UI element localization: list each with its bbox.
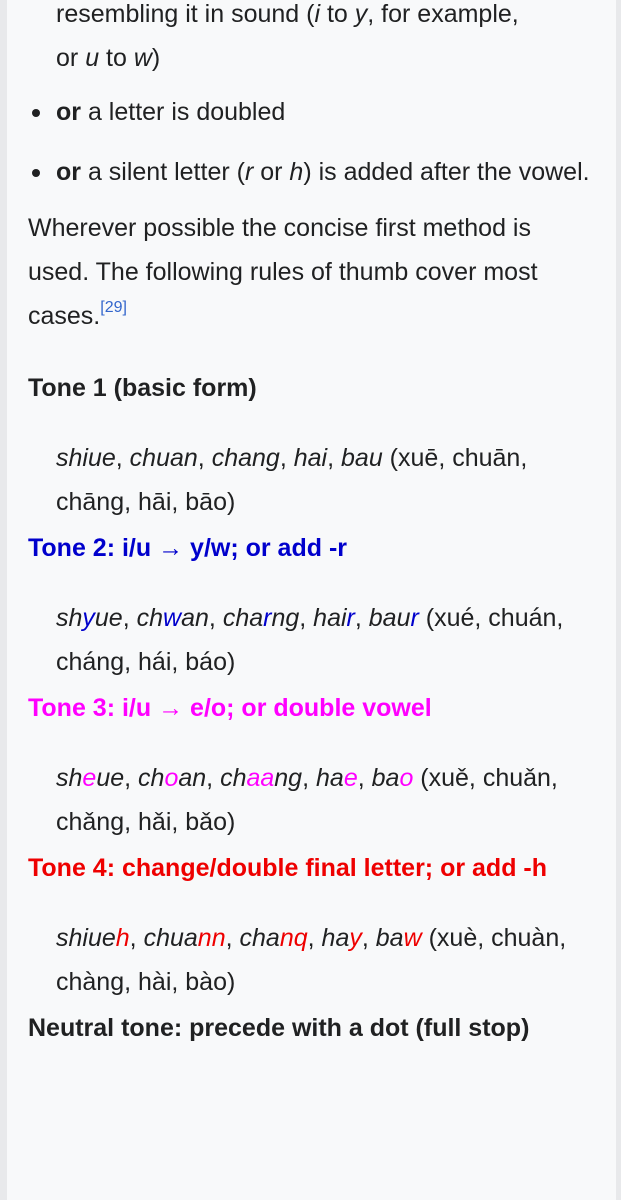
list-item <box>28 90 598 134</box>
paragraph <box>28 206 598 338</box>
example-word <box>313 604 355 632</box>
example-word <box>56 764 124 792</box>
tone-marker-letters: h <box>115 924 130 952</box>
bullet-text: ) is added after the vowel. <box>303 158 590 186</box>
continuation-text: or <box>56 44 86 72</box>
example-word <box>316 764 358 792</box>
word-part: ch <box>136 604 164 632</box>
example-word <box>130 444 198 472</box>
continuation-text: to <box>99 44 134 72</box>
tone-marker-letters: y <box>82 604 95 632</box>
word-part: sh <box>56 604 83 632</box>
word-part: shiue <box>56 924 116 952</box>
example-word <box>56 444 116 472</box>
tone-marker-letters: r <box>346 604 355 632</box>
example-word <box>341 444 383 472</box>
bullet-text: a letter is doubled <box>81 98 286 126</box>
example-word <box>56 604 123 632</box>
example-word <box>220 764 302 792</box>
word-part: chuan <box>129 444 198 472</box>
word-part: chang <box>211 444 280 472</box>
word-part: cha <box>222 604 264 632</box>
word-part: cha <box>239 924 280 952</box>
paragraph-text: Wherever possible the concise first method is used. The following rules of thumb cover most cases. <box>28 214 538 330</box>
example-word <box>137 604 209 632</box>
letter-w: w <box>133 44 152 72</box>
word-part: ba <box>375 924 404 952</box>
continuation-text: to <box>320 0 355 28</box>
example-word <box>369 604 419 632</box>
word-part: ba <box>371 764 400 792</box>
bullet-bold: or <box>56 158 81 186</box>
right-edge <box>616 0 621 1200</box>
word-part: ha <box>316 764 344 792</box>
pinyin-equivalents: (xuē, chuān, chāng, hāi, bāo) <box>56 444 528 516</box>
tone-marker-letters: r <box>263 604 272 632</box>
example-word <box>138 764 206 792</box>
word-part: shiue <box>56 444 116 472</box>
example-word <box>372 764 414 792</box>
tone-marker-letters: aa <box>246 764 275 792</box>
word-part: ue <box>94 604 123 632</box>
word-part: ue <box>96 764 125 792</box>
tone-marker-letters: r <box>410 604 419 632</box>
letter-u: u <box>85 44 100 72</box>
citation-link[interactable]: [29] <box>100 298 127 316</box>
bullet-bold: or <box>56 98 81 126</box>
tone-example: shiue, chuan, chang, hai, bau (xuē, chuān, chāng, hāi, bāo) <box>56 444 528 516</box>
tone-heading: Neutral tone: precede with a dot (full stop) <box>28 1014 530 1042</box>
letter-r: r <box>244 158 254 186</box>
bullet-text: a silent letter ( <box>81 158 245 186</box>
tone-example: shyue, chwan, charng, hair, baur (xué, chuán, cháng, hái, báo) <box>56 604 564 676</box>
tone-marker-letters: o <box>164 764 179 792</box>
bullet-text: or <box>253 158 290 186</box>
tone-marker-letters: w <box>403 924 422 952</box>
word-part: ch <box>220 764 247 792</box>
example-word <box>322 924 362 952</box>
tone-marker-letters: o <box>399 764 414 792</box>
word-part: hai <box>293 444 328 472</box>
example-word <box>240 924 308 952</box>
example-word <box>223 604 299 632</box>
tone-rules <box>28 366 598 1050</box>
tone-marker-letters: y <box>349 924 362 952</box>
tone-marker-letters: nn <box>197 924 226 952</box>
pinyin-equivalents: (xué, chuán, cháng, hái, báo) <box>56 604 564 676</box>
tone-marker-letters: w <box>163 604 182 632</box>
tone-marker-letters: nq <box>279 924 308 952</box>
tone-marker-letters: e <box>343 764 358 792</box>
word-part: an <box>181 604 209 632</box>
example-word <box>56 924 130 952</box>
pinyin-equivalents: (xuè, chuàn, chàng, hài, bào) <box>56 924 567 996</box>
tone-heading: Tone 2: i/u → y/w; or add -r <box>28 534 347 562</box>
tone-marker-letters: e <box>82 764 97 792</box>
word-part: ch <box>138 764 165 792</box>
word-part: bau <box>341 444 383 472</box>
left-edge <box>0 0 7 1200</box>
tone-example: sheue, choan, chaang, hae, bao (xuě, chuǎn, chǎng, hǎi, bǎo) <box>56 764 558 836</box>
tone-heading: Tone 1 (basic form) <box>28 374 257 402</box>
continuation-text: resembling it in sound ( <box>56 0 315 28</box>
list-item <box>28 150 598 194</box>
continuation-text: ) <box>151 44 161 72</box>
word-part: chua <box>143 924 198 952</box>
tone-heading: Tone 3: i/u → e/o; or double vowel <box>28 694 432 722</box>
word-part: an <box>178 764 207 792</box>
article-body <box>28 0 598 1050</box>
word-part: ng <box>271 604 300 632</box>
word-part: hai <box>313 604 347 632</box>
rule-list <box>28 90 598 194</box>
word-part: ng <box>274 764 303 792</box>
letter-i: i <box>314 0 321 28</box>
example-word <box>376 924 422 952</box>
example-word <box>294 444 327 472</box>
pinyin-equivalents: (xuě, chuǎn, chǎng, hǎi, bǎo) <box>56 764 558 836</box>
example-word <box>212 444 280 472</box>
tone-heading: Tone 4: change/double final letter; or add -h <box>28 854 548 882</box>
bullet-continuation <box>28 0 598 80</box>
word-part: ha <box>321 924 350 952</box>
word-part: bau <box>368 604 411 632</box>
word-part: sh <box>56 764 83 792</box>
example-word <box>144 924 226 952</box>
letter-y: y <box>354 0 368 28</box>
continuation-text: , for example, <box>367 0 519 28</box>
tone-example: shiueh, chuann, chanq, hay, baw (xuè, chuàn, chàng, hài, bào) <box>56 924 567 996</box>
letter-h: h <box>289 158 304 186</box>
